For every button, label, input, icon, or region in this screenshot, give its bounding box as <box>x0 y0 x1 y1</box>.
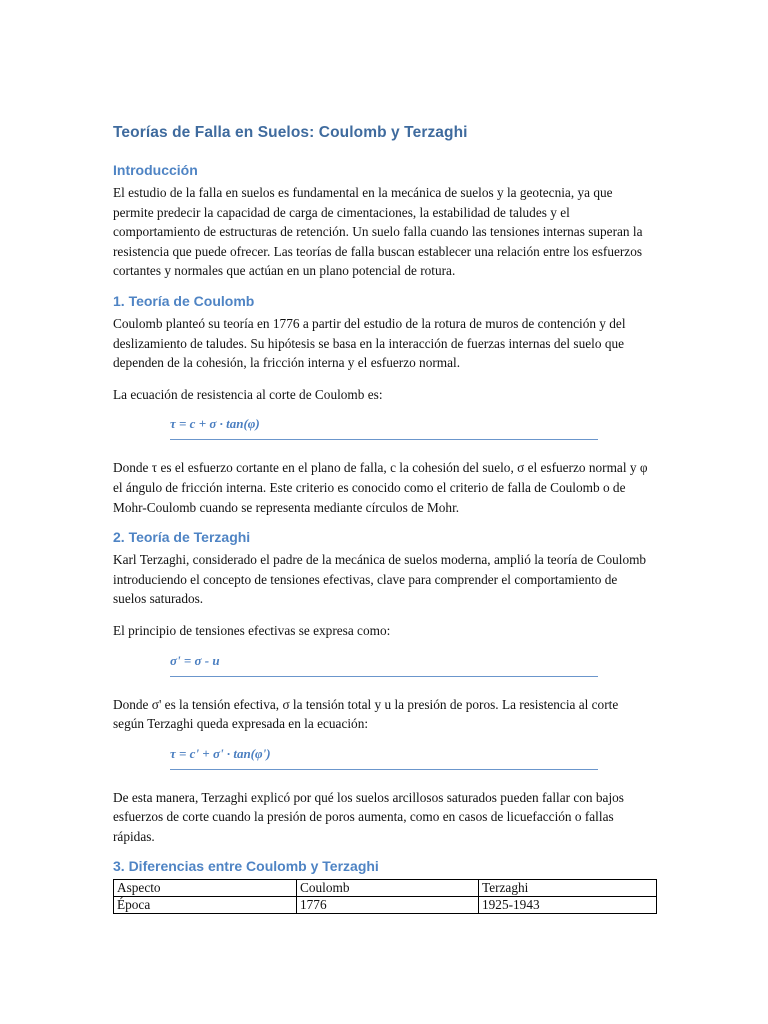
coulomb-equation: τ = c + σ · tan(φ) <box>170 416 598 440</box>
coulomb-heading: 1. Teoría de Coulomb <box>113 292 255 309</box>
coulomb-paragraph-2: La ecuación de resistencia al corte de Coulomb es: <box>113 386 383 402</box>
table-row <box>114 897 657 914</box>
coulomb-paragraph-3: Donde τ es el esfuerzo cortante en el plano de falla, c la cohesión del suelo, σ el esfuerzo normal y φ el ángulo de fricción interna. Este criterio es conocido como el criterio de falla de Coulomb o de Mohr-Coulomb cuando se representa mediante círculos de Mohr. <box>113 460 648 515</box>
comparison-table <box>113 879 657 914</box>
terzaghi-paragraph-1: Karl Terzaghi, considerado el padre de la mecánica de suelos moderna, amplió la teoría de Coulomb introduciendo el concepto de tensiones efectivas, clave para comprender el comportamiento de suelos saturados. <box>113 552 647 607</box>
terzaghi-paragraph-2: El principio de tensiones efectivas se expresa como: <box>113 622 391 638</box>
table-cell: Época <box>114 897 297 914</box>
terzaghi-equation: τ = c' + σ' · tan(φ') <box>170 746 598 770</box>
table-header-cell: Coulomb <box>297 880 479 897</box>
effective-stress-equation-block <box>170 653 598 677</box>
table-header-row <box>114 880 657 897</box>
table-header-cell: Aspecto <box>114 880 297 897</box>
document-title: Teorías de Falla en Suelos: Coulomb y Terzaghi <box>113 124 468 141</box>
table-cell: 1925-1943 <box>479 897 657 914</box>
terzaghi-heading: 2. Teoría de Terzaghi <box>113 529 251 546</box>
differences-heading: 3. Diferencias entre Coulomb y Terzaghi <box>113 858 379 875</box>
intro-heading: Introducción <box>113 162 198 178</box>
terzaghi-equation-block <box>170 746 598 770</box>
coulomb-equation-block <box>170 416 598 440</box>
terzaghi-paragraph-3: Donde σ' es la tensión efectiva, σ la tensión total y u la presión de poros. La resistencia al corte según Terzaghi queda expresada en la ecuación: <box>113 696 619 732</box>
effective-stress-equation: σ' = σ - u <box>170 653 598 677</box>
coulomb-paragraph-1: Coulomb planteó su teoría en 1776 a partir del estudio de la rotura de muros de contención y del deslizamiento de taludes. Su hipótesis se basa en la interacción de fuerzas internas del suelo que dependen de la cohesión, la fricción interna y el esfuerzo normal. <box>113 315 626 371</box>
table-cell: 1776 <box>297 897 479 914</box>
terzaghi-paragraph-4: De esta manera, Terzaghi explicó por qué los suelos arcillosos saturados pueden fallar con bajos esfuerzos de corte cuando la presión de poros aumenta, como en casos de licuefacción o fallas rápidas. <box>113 789 624 844</box>
intro-paragraph: El estudio de la falla en suelos es fundamental en la mecánica de suelos y la geotecnia, ya que permite predecir la capacidad de carga de cimentaciones, la estabilidad de taludes y el comportamiento de estructuras de retención. Un suelo falla cuando las tensiones internas superan la resistencia que puede ofrecer. Las teorías de falla buscan establecer una relación entre los esfuerzos cortantes y normales que actúan en un plano potencial de rotura. <box>113 185 643 279</box>
table-header-cell: Terzaghi <box>479 880 657 897</box>
